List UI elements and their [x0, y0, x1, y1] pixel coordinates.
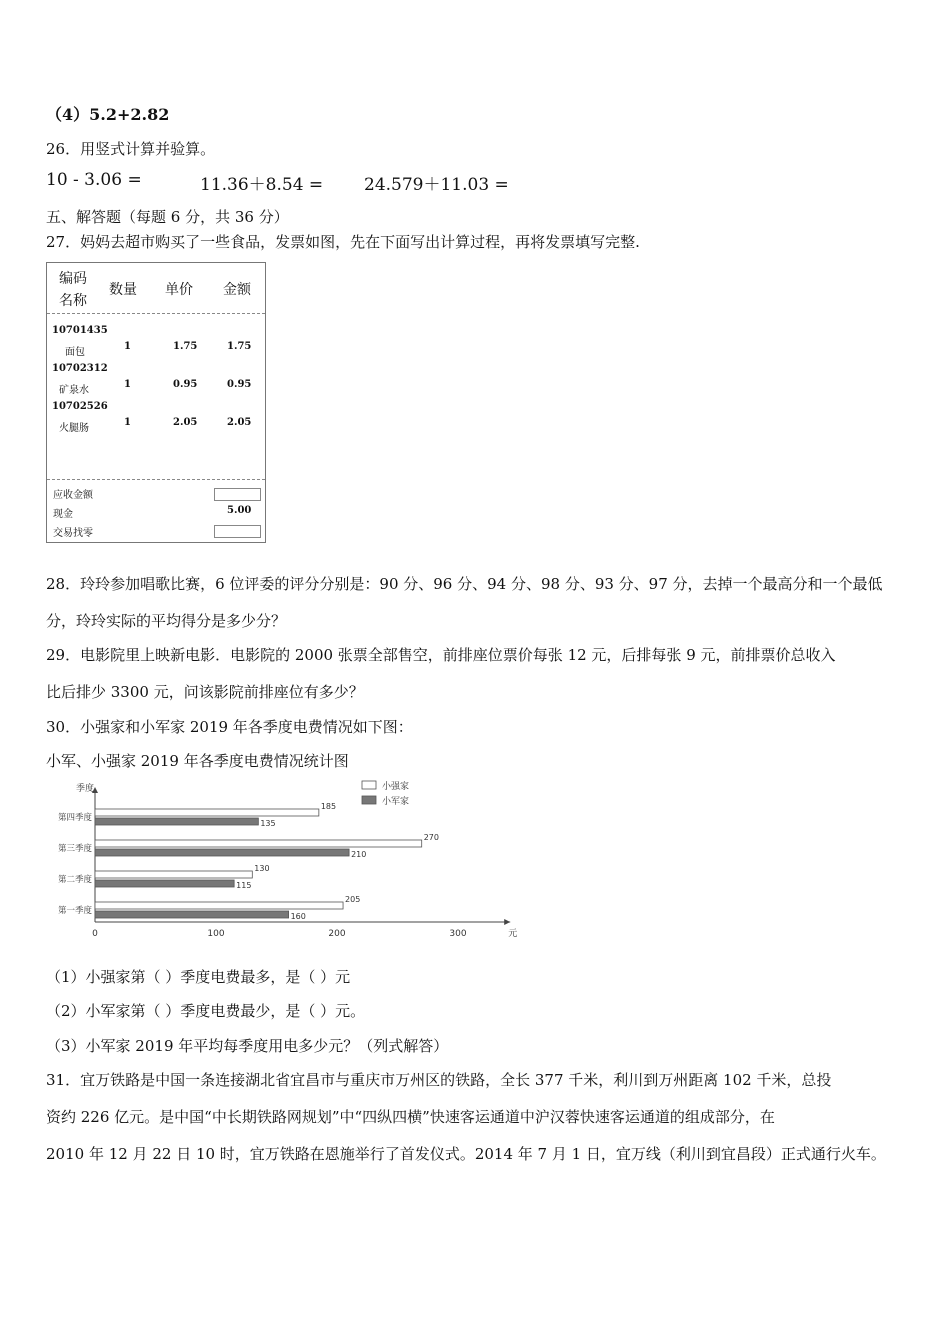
- q28-line-2: 分，玲玲实际的平均得分是多少分？: [46, 612, 287, 630]
- q30-sub-3: （3）小军家 2019 年平均每季度用电多少元？（列式解答）: [46, 1037, 449, 1055]
- q30-sub-1: （1）小强家第（ ）季度电费最多，是（ ）元: [46, 968, 351, 986]
- bar-xiaojun: [95, 880, 234, 887]
- legend-swatch: [362, 781, 376, 789]
- receipt-separator-bottom: [47, 479, 265, 480]
- q31-line-2: 资约 226 亿元。是中国“中长期铁路网规划”中“四纵四横”快速客运通道中沪汉蓉快速客运通道的组成部分，在: [46, 1108, 775, 1126]
- receipt-item-qty: 1: [124, 341, 131, 352]
- receipt-item-price: 0.95: [173, 379, 198, 390]
- q31-line-1: 31．宜万铁路是中国一条连接湖北省宜昌市与重庆市万州区的铁路，全长 377 千米，利川到万州距离 102 千米，总投: [46, 1071, 832, 1089]
- electricity-bar-chart: [40, 775, 518, 945]
- receipt-header-price: 单价: [165, 282, 193, 298]
- receipt-cash-label: 现金: [53, 509, 73, 520]
- legend-label: 小强家: [382, 782, 410, 792]
- receipt-item-name: 火腿肠: [59, 423, 89, 434]
- data-label: 160: [290, 912, 306, 921]
- receipt-item-amount: 0.95: [227, 379, 252, 390]
- data-label: 270: [423, 833, 439, 842]
- receipt-header-code: 编码: [59, 271, 87, 287]
- legend-label: 小军家: [382, 797, 410, 807]
- q30-title: 30．小强家和小军家 2019 年各季度电费情况如下图：: [46, 718, 413, 736]
- q28-line-1: 28．玲玲参加唱歌比赛，6 位评委的评分分别是：90 分、96 分、94 分、98 分、93 分、97 分，去掉一个最高分和一个最低: [46, 575, 883, 593]
- receipt-header-qty: 数量: [109, 282, 137, 298]
- receipt-item-code: 10701435: [52, 325, 108, 336]
- receipt-change-blank: [214, 525, 261, 538]
- x-axis-arrow: [504, 919, 510, 925]
- receipt-change-label: 交易找零: [53, 528, 93, 539]
- receipt-receivable-blank: [214, 488, 261, 501]
- receipt-item-amount: 2.05: [227, 417, 252, 428]
- x-tick-label: 200: [328, 929, 346, 939]
- category-label: 第三季度: [57, 844, 92, 854]
- category-label: 第一季度: [57, 906, 92, 916]
- receipt-item-amount: 1.75: [227, 341, 252, 352]
- q31-line-3: 2010 年 12 月 22 日 10 时，宜万铁路在恩施举行了首发仪式。2014 年 7 月 1 日，宜万线（利川到宜昌段）正式通行火车。: [46, 1145, 886, 1163]
- receipt-item-price: 1.75: [173, 341, 198, 352]
- bar-xiaoqiang: [95, 902, 343, 909]
- legend-swatch: [362, 796, 376, 804]
- data-label: 135: [260, 819, 276, 828]
- receipt-figure: [46, 262, 266, 543]
- data-label: 210: [351, 850, 367, 859]
- data-label: 115: [236, 881, 252, 890]
- receipt-receivable-label: 应收金额: [53, 490, 93, 501]
- receipt-header-amount: 金额: [223, 282, 251, 298]
- receipt-item-qty: 1: [124, 417, 131, 428]
- receipt-item-code: 10702312: [52, 363, 108, 374]
- q30-sub-2: （2）小军家第（ ）季度电费最少，是（ ）元。: [46, 1002, 366, 1020]
- data-label: 130: [254, 864, 270, 873]
- receipt-item-qty: 1: [124, 379, 131, 390]
- bar-xiaojun: [95, 818, 258, 825]
- bar-xiaoqiang: [95, 840, 422, 847]
- q26-item-1: 10 - 3.06 =: [46, 170, 142, 190]
- q25-part4: （4）5.2+2.82: [46, 105, 170, 124]
- section-5-heading: 五、解答题（每题 6 分，共 36 分）: [46, 208, 289, 226]
- data-label: 185: [320, 802, 337, 811]
- q26-item-3: 24.579＋11.03 =: [364, 175, 509, 195]
- x-tick-label: 100: [207, 929, 225, 939]
- bar-xiaojun: [95, 849, 349, 856]
- q27-title: 27．妈妈去超市购买了一些食品，发票如图，先在下面写出计算过程，再将发票填写完整.: [46, 233, 640, 251]
- category-label: 第二季度: [57, 875, 92, 885]
- x-tick-label: 300: [449, 929, 467, 939]
- data-label: 205: [345, 895, 361, 904]
- receipt-header-name: 名称: [59, 293, 87, 309]
- q26-item-2: 11.36＋8.54 =: [200, 175, 324, 195]
- category-label: 第四季度: [57, 813, 92, 823]
- receipt-separator-top: [47, 313, 265, 314]
- receipt-cash-value: 5.00: [227, 505, 252, 516]
- receipt-item-price: 2.05: [173, 417, 198, 428]
- q26-title: 26．用竖式计算并验算。: [46, 140, 216, 158]
- receipt-item-name: 面包: [65, 347, 85, 358]
- bar-xiaojun: [95, 911, 289, 918]
- x-tick-label: 0: [92, 929, 98, 939]
- chart-title: 小军、小强家 2019 年各季度电费情况统计图: [46, 752, 349, 770]
- y-axis-label: 季度: [75, 784, 95, 794]
- bar-xiaoqiang: [95, 871, 252, 878]
- x-axis-label: 元: [508, 929, 518, 939]
- q29-line-1: 29．电影院里上映新电影．电影院的 2000 张票全部售空，前排座位票价每张 12 元，后排每张 9 元，前排票价总收入: [46, 646, 836, 664]
- receipt-item-code: 10702526: [52, 401, 108, 412]
- q29-line-2: 比后排少 3300 元，问该影院前排座位有多少？: [46, 683, 364, 701]
- bar-xiaoqiang: [95, 809, 319, 816]
- receipt-item-name: 矿泉水: [59, 385, 89, 396]
